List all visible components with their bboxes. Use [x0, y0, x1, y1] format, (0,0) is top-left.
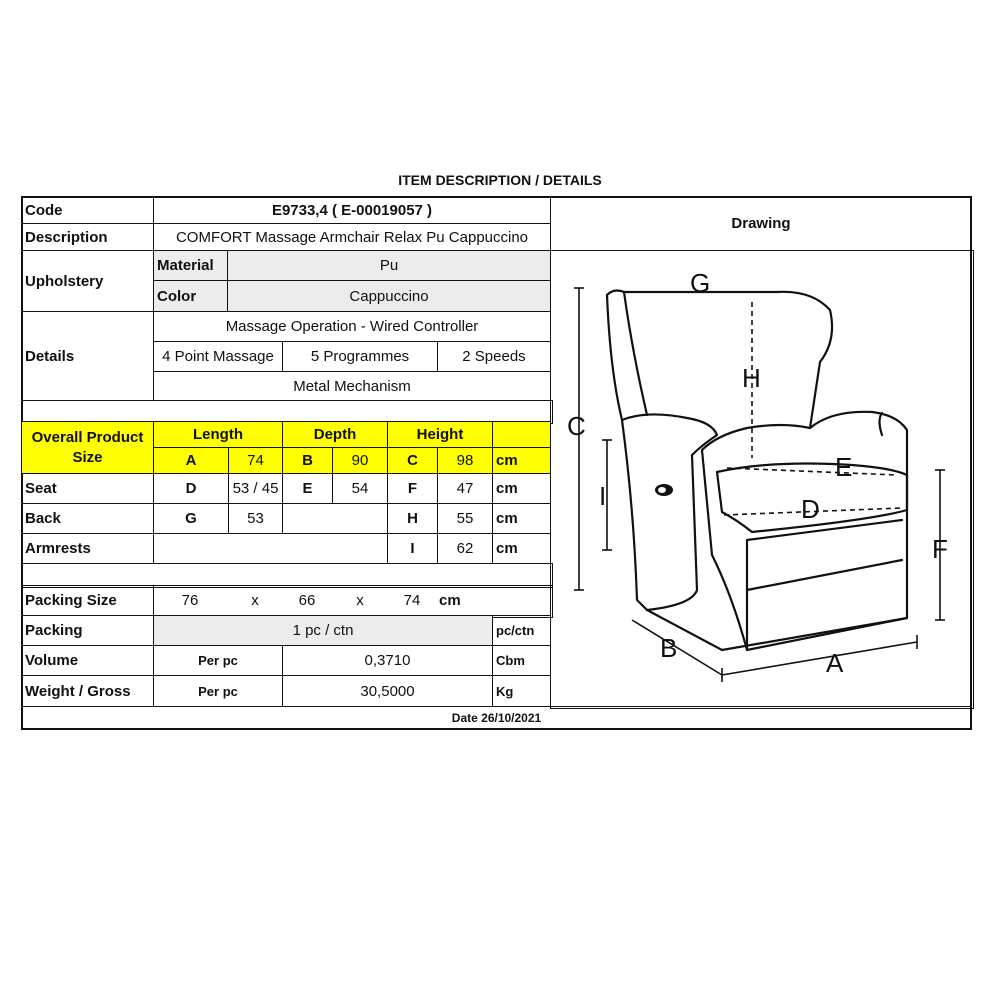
packing-value: 1 pc / ctn	[153, 615, 493, 646]
description-value: COMFORT Massage Armchair Relax Pu Cappuccino	[153, 223, 551, 251]
material-value: Pu	[227, 250, 551, 281]
overall-size-label-line1: Overall Product	[31, 428, 144, 446]
armrests-unit: cm	[492, 533, 551, 564]
details-label: Details	[21, 311, 154, 401]
value-b: 90	[332, 447, 388, 474]
dim-label-i: I	[599, 481, 607, 511]
weight-unit: Kg	[492, 675, 551, 707]
volume-unit: Cbm	[492, 645, 551, 676]
length-header: Length	[153, 421, 283, 448]
key-i: I	[387, 533, 438, 564]
armrests-label: Armrests	[21, 533, 154, 564]
code-value: E9733,4 ( E-00019057 )	[153, 196, 551, 224]
upholstery-label: Upholstery	[21, 250, 154, 312]
value-c: 98	[437, 447, 493, 474]
back-blank	[282, 503, 388, 534]
packing-x-2: x	[356, 592, 364, 609]
packing-width: 66	[298, 592, 316, 609]
volume-label: Volume	[21, 645, 154, 676]
armchair-svg	[552, 250, 972, 706]
chair-left-arm	[622, 414, 717, 610]
value-a: 74	[228, 447, 283, 474]
value-h: 55	[437, 503, 493, 534]
material-label: Material	[153, 250, 228, 281]
dim-label-d: D	[801, 494, 820, 524]
seat-unit: cm	[492, 473, 551, 504]
details-item-massage: 4 Point Massage	[153, 341, 283, 372]
value-g: 53	[228, 503, 283, 534]
key-c: C	[387, 447, 438, 474]
dim-label-c: C	[567, 411, 586, 441]
packing-label: Packing	[21, 615, 154, 646]
value-f: 47	[437, 473, 493, 504]
dim-label-h: H	[742, 363, 761, 393]
date-footer: Date 26/10/2021	[21, 706, 972, 730]
dim-a-line	[722, 642, 917, 675]
key-b: B	[282, 447, 333, 474]
packing-height: 74	[403, 592, 421, 609]
weight-per: Per pc	[153, 675, 283, 707]
drawing-header: Drawing	[550, 196, 972, 251]
key-g: G	[153, 503, 229, 534]
armrests-blank	[153, 533, 388, 564]
color-value: Cappuccino	[227, 280, 551, 312]
weight-value: 30,5000	[282, 675, 493, 707]
seat-label: Seat	[21, 473, 154, 504]
details-item-speeds: 2 Speeds	[437, 341, 551, 372]
details-line-1: Massage Operation - Wired Controller	[153, 311, 551, 342]
chair-backrest	[607, 291, 832, 428]
dim-e-line	[727, 468, 897, 475]
details-line-3: Metal Mechanism	[153, 371, 551, 401]
volume-per: Per pc	[153, 645, 283, 676]
description-label: Description	[21, 223, 154, 251]
key-d: D	[153, 473, 229, 504]
packing-length: 76	[181, 592, 199, 609]
armchair-drawing	[552, 250, 972, 706]
volume-value: 0,3710	[282, 645, 493, 676]
overall-size-label-line2: Size	[72, 448, 103, 466]
packing-size-label: Packing Size	[21, 585, 154, 616]
value-d: 53 / 45	[228, 473, 283, 504]
key-a: A	[153, 447, 229, 474]
packing-size-unit: cm	[439, 592, 461, 609]
value-i: 62	[437, 533, 493, 564]
packing-unit: pc/ctn	[492, 615, 551, 646]
back-label: Back	[21, 503, 154, 534]
chair-right-arm	[702, 412, 907, 650]
depth-header: Depth	[282, 421, 388, 448]
overall-unit: cm	[492, 447, 551, 474]
document-title: ITEM DESCRIPTION / DETAILS	[398, 172, 602, 188]
dim-label-e: E	[835, 452, 853, 482]
key-h: H	[387, 503, 438, 534]
details-item-programmes: 5 Programmes	[282, 341, 438, 372]
dim-label-g: G	[690, 268, 711, 298]
key-e: E	[282, 473, 333, 504]
dim-label-a: A	[826, 648, 844, 678]
key-f: F	[387, 473, 438, 504]
code-label: Code	[21, 196, 154, 224]
overall-size-label	[21, 421, 154, 474]
packing-x-1: x	[251, 592, 259, 609]
dim-label-f: F	[932, 534, 948, 564]
height-header: Height	[387, 421, 493, 448]
weight-label: Weight / Gross	[21, 675, 154, 707]
unit-header-blank	[492, 421, 551, 448]
color-label: Color	[153, 280, 228, 312]
dim-label-b: B	[660, 633, 678, 663]
value-e: 54	[332, 473, 388, 504]
back-unit: cm	[492, 503, 551, 534]
